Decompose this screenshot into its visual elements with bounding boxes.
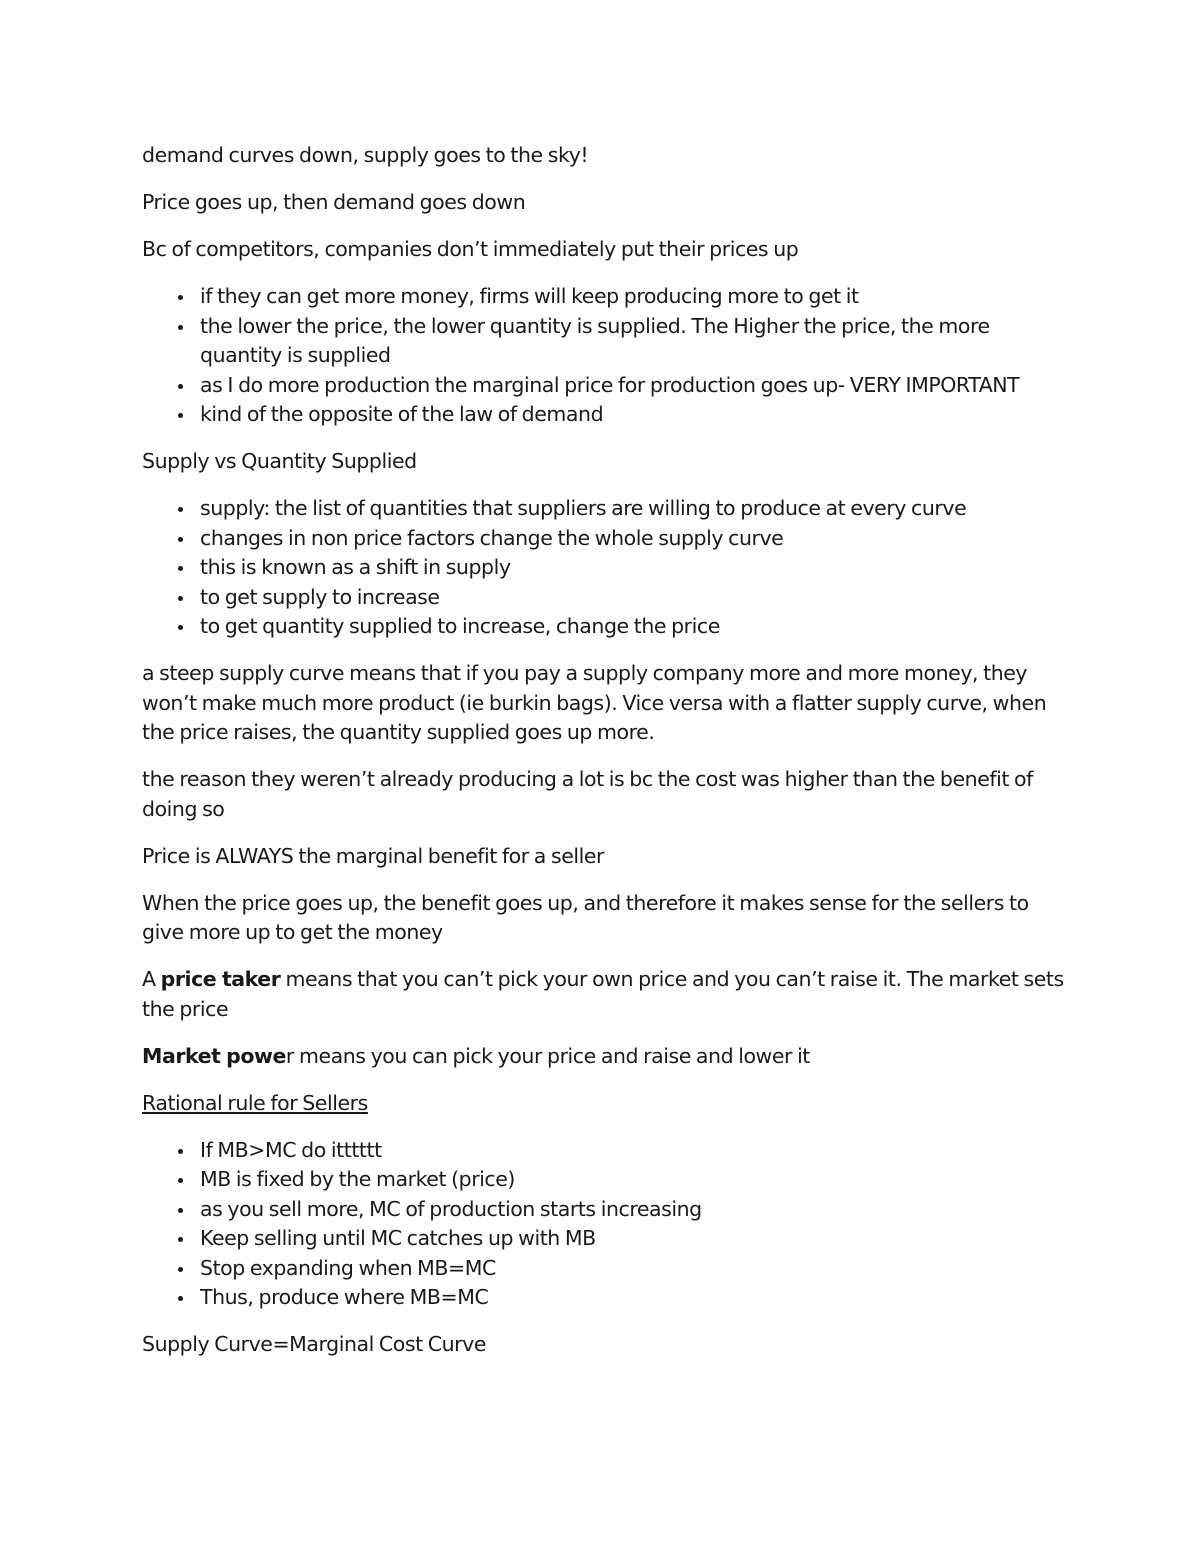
list-item: kind of the opposite of the law of demand bbox=[200, 400, 1072, 430]
paragraph-competitors: Bc of competitors, companies don’t immediately put their prices up bbox=[142, 237, 799, 261]
list-item: this is known as a shift in supply bbox=[200, 553, 1072, 583]
paragraph-price-marginal-benefit: Price is ALWAYS the marginal benefit for a seller bbox=[142, 843, 605, 868]
rational-rule-heading: Rational rule for Sellers bbox=[142, 1090, 368, 1115]
list-item: Stop expanding when MB=MC bbox=[200, 1254, 1072, 1284]
list-item: Thus, produce where MB=MC bbox=[200, 1283, 1072, 1313]
paragraph-supply-vs-quantity: Supply vs Quantity Supplied bbox=[142, 449, 417, 473]
paragraph-price-taker bbox=[142, 965, 1072, 1024]
paragraph-demand-supply: demand curves down, supply goes to the sky! bbox=[142, 143, 589, 167]
list-item: the lower the price, the lower quantity is supplied. The Higher the price, the more quantity is supplied bbox=[200, 312, 1072, 371]
paragraph-price-demand: Price goes up, then demand goes down bbox=[142, 190, 526, 214]
price-taker-term: price taker bbox=[160, 967, 281, 991]
paragraph-steep-supply-curve: a steep supply curve means that if you pay a supply company more and more money, they won’t make much more product (ie burkin bags). Vice versa with a flatter supply curve, when the price raises, the quantity supplied goes up more. bbox=[142, 661, 1047, 744]
list-item: to get supply to increase bbox=[200, 583, 1072, 613]
list-item: changes in non price factors change the whole supply curve bbox=[200, 524, 1072, 554]
market-power-definition: r means you can pick your price and raise and lower it bbox=[285, 1043, 810, 1068]
bullet-list-rational-rule bbox=[142, 1136, 1072, 1313]
list-item: Keep selling until MC catches up with MB bbox=[200, 1224, 1072, 1254]
list-item: as you sell more, MC of production starts increasing bbox=[200, 1195, 1072, 1225]
bullet-list-supply-law bbox=[142, 282, 1072, 430]
paragraph-price-up-benefit-up: When the price goes up, the benefit goes up, and therefore it makes sense for the sellers to give more up to get the money bbox=[142, 890, 1029, 944]
list-item: If MB>MC do itttttt bbox=[200, 1136, 1072, 1166]
price-taker-definition: means that you can’t pick your own price and you can’t raise it. The market sets the price bbox=[142, 967, 1064, 1021]
paragraph-cost-benefit-reason: the reason they weren’t already producing a lot is bc the cost was higher than the benefit of doing so bbox=[142, 767, 1033, 821]
market-power-term: Market powe bbox=[142, 1043, 286, 1068]
document-page bbox=[142, 141, 1072, 1377]
list-item: if they can get more money, firms will keep producing more to get it bbox=[200, 282, 1072, 312]
paragraph-supply-equals-mc: Supply Curve=Marginal Cost Curve bbox=[142, 1332, 486, 1356]
list-item: MB is fixed by the market (price) bbox=[200, 1165, 1072, 1195]
bullet-list-supply-definitions bbox=[142, 494, 1072, 642]
list-item: supply: the list of quantities that suppliers are willing to produce at every curve bbox=[200, 494, 1072, 524]
list-item: to get quantity supplied to increase, change the price bbox=[200, 612, 1072, 642]
list-item: as I do more production the marginal price for production goes up- VERY IMPORTANT bbox=[200, 371, 1072, 401]
paragraph-market-power bbox=[142, 1042, 1072, 1072]
price-taker-prefix: A bbox=[142, 967, 161, 991]
